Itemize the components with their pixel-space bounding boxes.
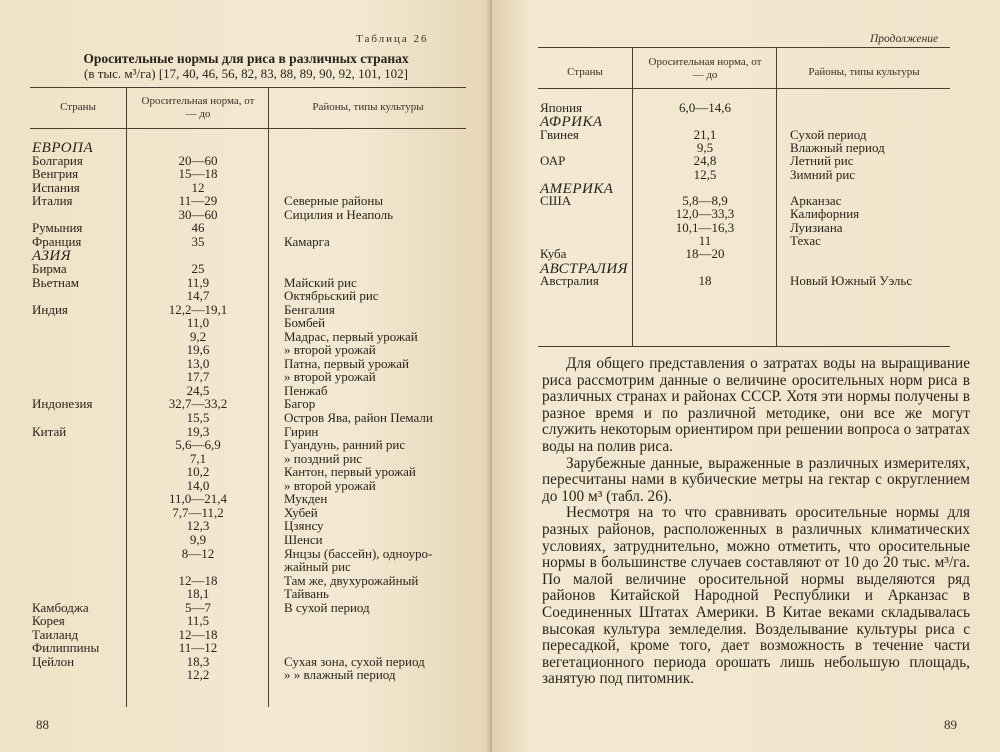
country-cell: Бирма <box>32 260 67 276</box>
norm-cell: 8—12 <box>181 545 215 561</box>
country-cell: Болгария <box>32 152 83 168</box>
country-cell: Гвинея <box>540 126 579 142</box>
norm-cell: 12,5 <box>693 166 717 182</box>
norm-cell: 15—18 <box>178 166 218 182</box>
region-cell: Майский рис <box>284 274 357 290</box>
norm-cell: 7,7—11,2 <box>172 504 224 520</box>
paragraph: Несмотря на то что сравнивать оросительные нормы для разных районов, расположенных в различных климатических условиях, затруднительно, можно отметить, что оросительные нормы в большинстве случаев составляют от 10 до 20 тыс. м³/га. По малой величине оросительной нормы выделяются ряд районов Китайской Народной Республики и Арканзас в Соединенных Штатах Америки. В Китае веками складывалась высокая культура земледелия. Возделывание культуры риса с пересадкой, кроме того, дает возможность в течение части вегетационного периода орошать лишь небольшую площадь, занятую под питомник. <box>542 504 970 688</box>
region-cell: Новый Южный Уэльс <box>790 272 913 288</box>
region-cell: Сицилия и Неаполь <box>284 206 394 222</box>
country-cell: Австралия <box>540 272 599 288</box>
country-cell: Индонезия <box>32 396 93 412</box>
column-divider <box>126 87 127 707</box>
region-cell: Багор <box>284 396 316 412</box>
region-cell: » второй урожай <box>284 369 376 385</box>
norm-cell: 24,5 <box>186 382 210 398</box>
country-cell: Китай <box>32 423 67 439</box>
region-cell: Гуандунь, ранний рис <box>284 437 406 453</box>
region-cell: Гирин <box>284 423 319 439</box>
header-country: Страны <box>60 101 96 113</box>
norm-cell: 7,1 <box>189 450 207 466</box>
header-norm: Оросительная норма, от — до <box>648 56 762 81</box>
norm-cell: 19,6 <box>186 342 210 358</box>
country-cell: Таиланд <box>32 626 79 642</box>
paragraph: Зарубежные данные, выраженные в различных измерителях, пересчитаны нами в кубические метры на гектар с округлением до 100 м³ (табл. 26). <box>542 454 970 505</box>
region-cell: Мадрас, первый урожай <box>284 328 418 344</box>
body-text <box>542 356 970 688</box>
header-region: Районы, типы культуры <box>808 66 920 78</box>
norm-cell: 11,0—21,4 <box>168 491 228 507</box>
country-cell: Филиппины <box>32 640 100 656</box>
region-cell: Техас <box>790 233 821 248</box>
region-cell: Тайвань <box>284 586 329 602</box>
continuation-label: Продолжение <box>870 33 939 45</box>
norm-cell: 12,3 <box>186 518 210 534</box>
norm-cell: 11—12 <box>178 640 218 656</box>
region-cell: Сухая зона, сухой период <box>284 653 425 669</box>
norm-cell: 18,3 <box>186 653 210 669</box>
region-cell: Хубей <box>284 504 318 520</box>
country-cell: Вьетнам <box>32 274 80 290</box>
norm-cell: 11,5 <box>186 613 210 629</box>
region-cell: Янцзы (бассейн), одноуро- <box>284 545 433 561</box>
region-cell: Мукден <box>284 491 328 507</box>
region-cell: Камарга <box>284 233 330 249</box>
norm-cell: 14,7 <box>186 288 210 304</box>
norm-cell: 9,5 <box>696 139 714 155</box>
norm-cell: 11 <box>698 233 712 248</box>
region-cell: Калифорния <box>790 206 860 222</box>
norm-cell: 30—60 <box>178 206 218 222</box>
region-cell: Летний рис <box>790 153 854 169</box>
norm-cell: 11,0 <box>186 315 210 331</box>
region-cell: Кантон, первый урожай <box>284 464 416 480</box>
country-cell: Франция <box>32 233 82 249</box>
norm-cell: 12,2—19,1 <box>168 301 228 317</box>
column-divider <box>268 87 269 707</box>
region-cell: Луизиана <box>790 219 843 235</box>
norm-cell: 11,9 <box>186 274 210 290</box>
norm-cell: 11—29 <box>178 193 218 209</box>
column-divider <box>776 47 777 346</box>
region-cell: Остров Ява, район Пемали <box>284 410 433 425</box>
norm-cell: 10,2 <box>186 464 210 480</box>
region-cell: Влажный период <box>790 139 885 155</box>
region-cell: жайный рис <box>284 559 351 575</box>
table-bottom-rule <box>538 346 950 347</box>
section-heading: АФРИКА <box>540 114 603 131</box>
section-heading: АВСТРАЛИЯ <box>540 260 629 277</box>
norm-cell: 25 <box>191 260 205 276</box>
region-cell: Пенжаб <box>284 382 328 398</box>
section-heading: АЗИЯ <box>32 248 72 265</box>
region-cell: Цзянсу <box>284 518 324 534</box>
region-cell: Бенгалия <box>284 301 335 317</box>
country-cell: США <box>540 193 572 209</box>
norm-cell: 5—7 <box>185 599 211 615</box>
norm-cell: 12,0—33,3 <box>675 206 735 222</box>
region-cell: Арканзас <box>790 193 842 209</box>
country-cell: Камбоджа <box>32 599 89 615</box>
region-cell: Патна, первый урожай <box>284 355 409 371</box>
right-page <box>492 0 1000 752</box>
norm-cell: 6,0—14,6 <box>679 100 731 115</box>
table-label: Таблица 26 <box>356 33 429 45</box>
page-number: 88 <box>36 717 49 732</box>
norm-cell: 12,2 <box>186 667 210 683</box>
table-subtitle: (в тыс. м³/га) [17, 40, 46, 56, 82, 83, 88, 89, 90, 92, 101, 102] <box>84 66 408 81</box>
norm-cell: 32,7—33,2 <box>168 396 228 412</box>
region-cell: » второй урожай <box>284 342 376 358</box>
norm-cell: 10,1—16,3 <box>675 219 735 235</box>
region-cell: Бомбей <box>284 315 326 331</box>
region-cell: » поздний рис <box>284 450 363 466</box>
region-cell: Там же, двухурожайный <box>284 572 419 588</box>
norm-cell: 35 <box>191 233 205 249</box>
region-cell: » » влажный период <box>284 667 396 683</box>
norm-cell: 9,2 <box>189 328 207 344</box>
region-cell: Сухой период <box>790 126 867 142</box>
header-country: Страны <box>567 66 603 78</box>
norm-cell: 13,0 <box>186 355 210 371</box>
norm-cell: 46 <box>191 220 205 236</box>
norm-cell: 18—20 <box>685 246 725 262</box>
norm-cell: 5,8—8,9 <box>682 193 728 209</box>
header-bottom-rule <box>30 128 466 129</box>
norm-cell: 17,7 <box>186 369 210 385</box>
country-cell: Цейлон <box>32 653 75 669</box>
country-cell: Испания <box>32 179 80 195</box>
region-cell: Шенси <box>284 531 323 547</box>
paragraph: Для общего представления о затратах воды на выращивание риса рассмотрим данные о величине оросительных норм риса в различных странах и районах СССР. Хотя эти нормы получены в разное время и по различной методике, они все же могут служить некоторым ориентиром при решении вопроса о затратах воды на полив риса. <box>542 355 970 455</box>
table-top-rule <box>30 87 466 88</box>
region-cell: В сухой период <box>284 599 370 615</box>
country-cell: Италия <box>32 193 73 209</box>
section-heading: АМЕРИКА <box>540 180 614 197</box>
column-divider <box>632 47 633 346</box>
norm-cell: 19,3 <box>186 423 210 439</box>
country-cell: Индия <box>32 301 68 317</box>
norm-cell: 14,0 <box>186 477 210 493</box>
country-cell: Венгрия <box>32 166 79 182</box>
section-heading: ЕВРОПА <box>32 140 94 156</box>
norm-cell: 18 <box>698 272 712 288</box>
country-cell: Куба <box>540 246 567 262</box>
norm-cell: 12—18 <box>178 626 218 642</box>
norm-cell: 5,6—6,9 <box>175 437 221 453</box>
left-page <box>0 0 492 752</box>
region-cell: Северные районы <box>284 193 384 209</box>
country-cell: Корея <box>32 613 65 629</box>
header-norm: Оросительная норма, от — до <box>141 95 255 120</box>
norm-cell: 15,5 <box>186 410 210 425</box>
region-cell: Зимний рис <box>790 166 856 182</box>
norm-cell: 24,8 <box>693 153 717 169</box>
region-cell: Октябрьский рис <box>284 288 379 304</box>
norm-cell: 12—18 <box>178 572 218 588</box>
region-cell: » второй урожай <box>284 477 376 493</box>
page-number: 89 <box>944 717 957 732</box>
table-title: Оросительные нормы для риса в различных странах <box>83 51 409 66</box>
norm-cell: 21,1 <box>693 126 717 142</box>
header-bottom-rule <box>538 88 950 89</box>
norm-cell: 18,1 <box>186 586 210 602</box>
norm-cell: 12 <box>191 179 205 195</box>
country-cell: ОАР <box>540 153 566 169</box>
header-region: Районы, типы культуры <box>312 101 424 113</box>
table-top-rule <box>538 47 950 48</box>
country-cell: Япония <box>540 100 583 115</box>
norm-cell: 9,9 <box>189 531 207 547</box>
country-cell: Румыния <box>32 220 83 236</box>
norm-cell: 20—60 <box>178 152 218 168</box>
